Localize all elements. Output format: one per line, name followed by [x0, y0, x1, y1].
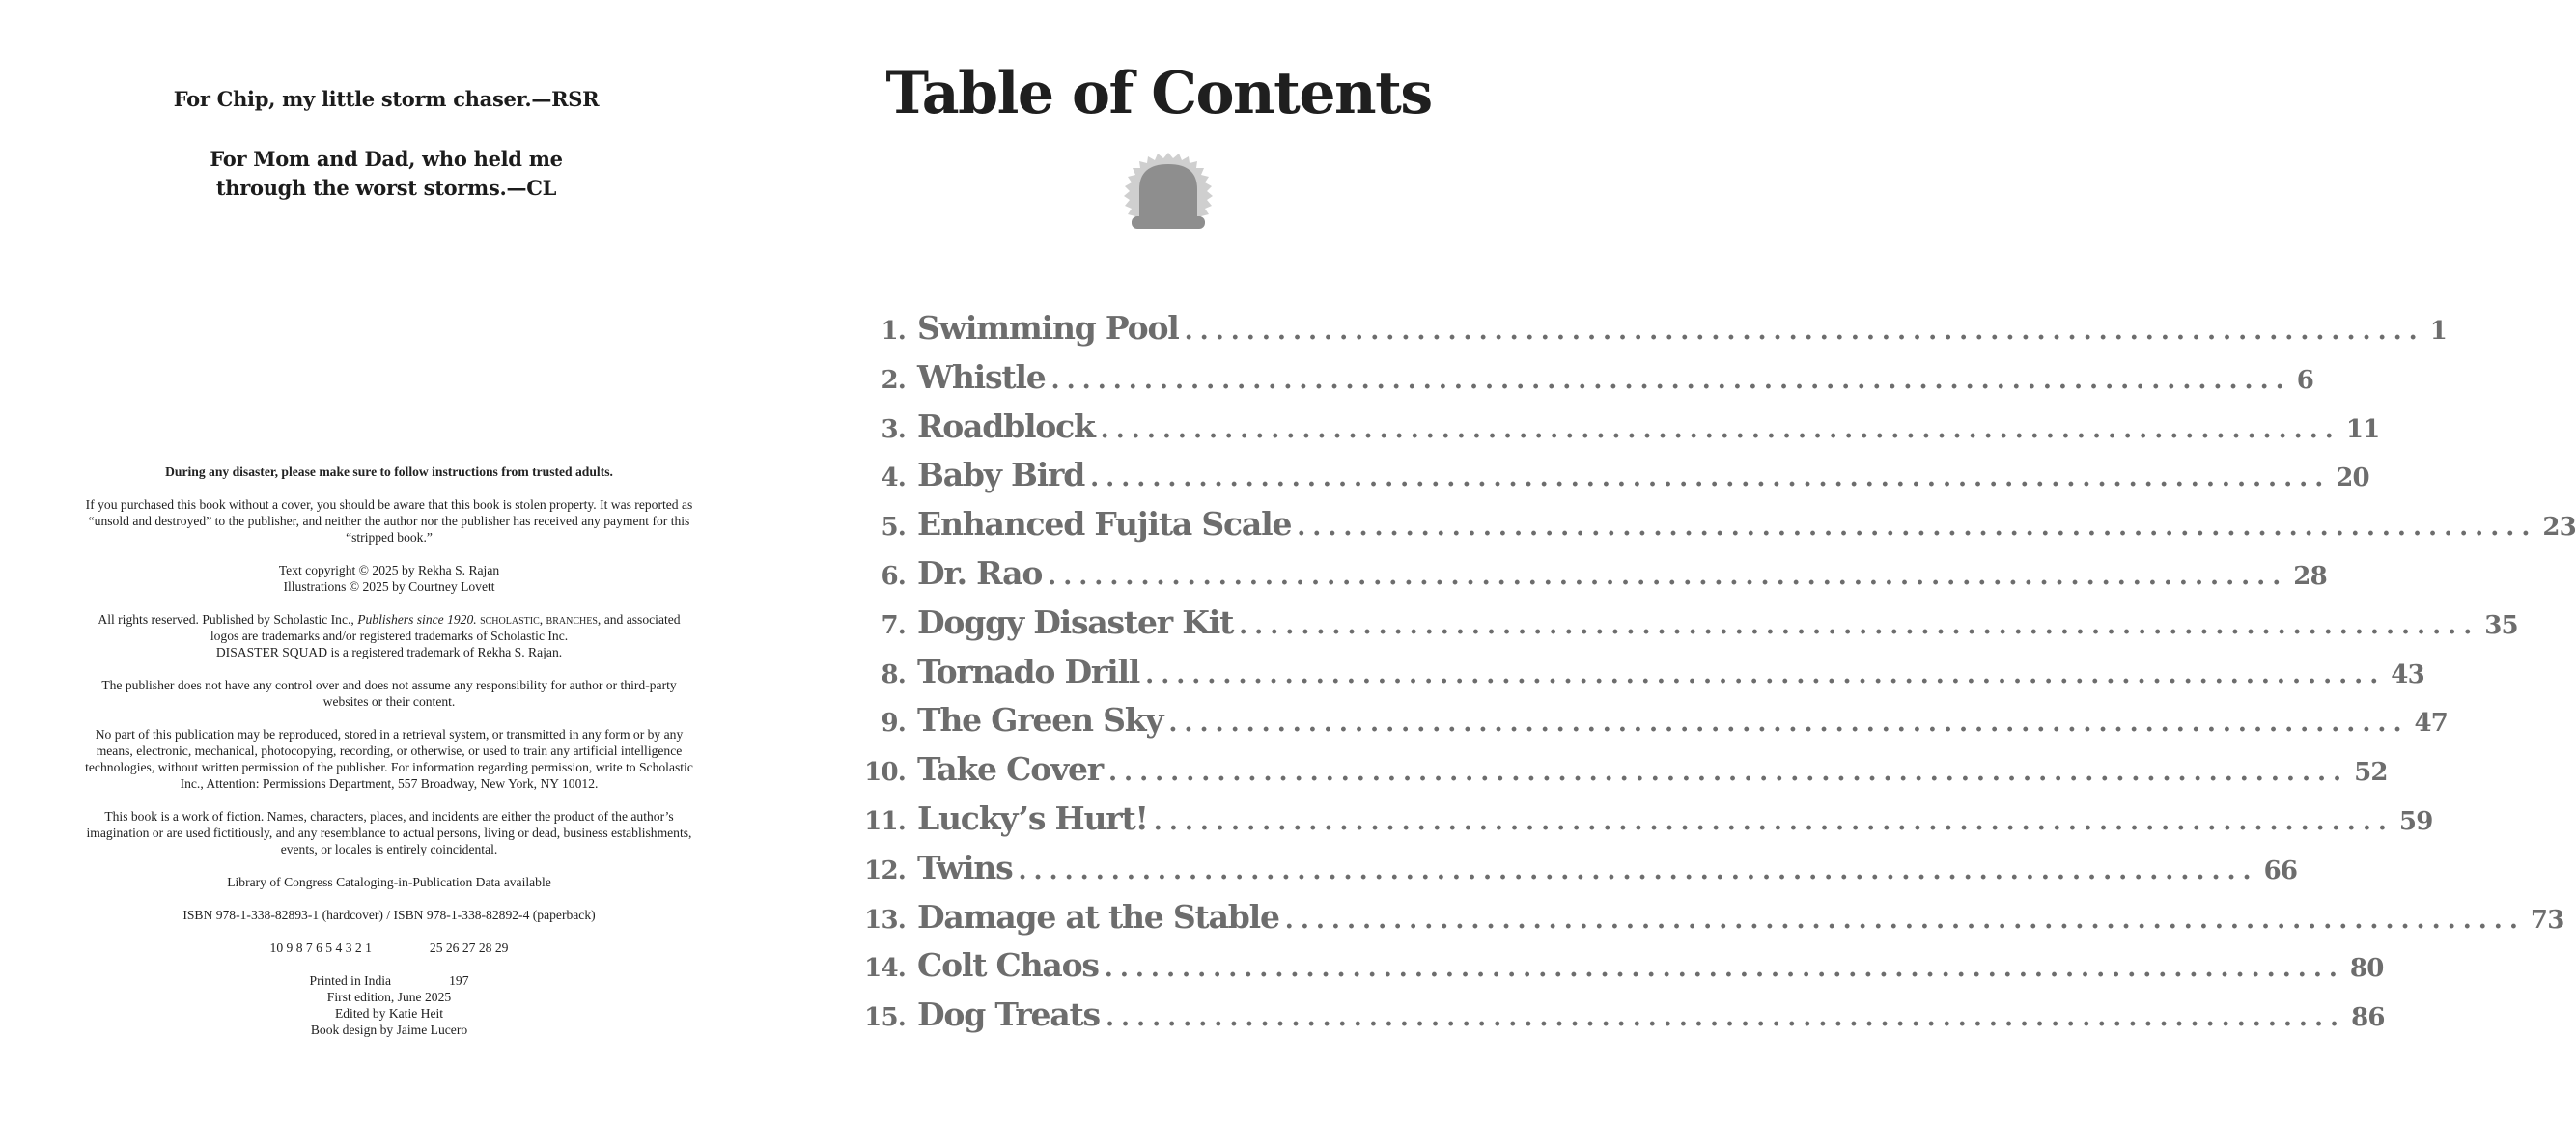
table-of-contents-page: [772, 0, 2576, 1122]
copyright-page: [0, 0, 772, 1122]
toc-entry-title: Take Cover: [917, 750, 1103, 789]
toc-entry: [850, 505, 2576, 554]
toc-entry-page: 80: [2349, 954, 2384, 984]
toc-list: [850, 309, 2576, 1045]
toc-entry: [850, 456, 2369, 505]
toc-entry-page: 43: [2391, 659, 2424, 689]
copyright-notice: Text copyright © 2025 by Rekha S. Rajan Illustrations © 2025 by Courtney Lovett: [278, 563, 500, 594]
toc-entry: [850, 701, 2449, 750]
toc-entry-title: Lucky’s Hurt!: [917, 799, 1148, 837]
toc-entry-page: 28: [2293, 561, 2327, 591]
dedication-line: through the worst storms.—CL: [215, 176, 557, 200]
toc-entry-number: 10.: [864, 758, 906, 788]
toc-entry: [850, 848, 2298, 898]
toc-entry-number: 3.: [881, 414, 906, 444]
toc-entry-title: Whistle: [917, 357, 1046, 396]
toc-dot-leader: ................................................................................: [1105, 1003, 2346, 1033]
toc-entry-number: 14.: [864, 954, 906, 984]
toc-dot-leader: ................................................................................: [1018, 856, 2258, 885]
dedication-author: [0, 85, 772, 114]
toc-entry-title: Swimming Pool: [917, 309, 1179, 347]
rights-notice: All rights reserved. Published by Scholastic Inc., Publishers since 1920. scholastic, branches, and associated logos are trademarks and/or registered trademarks of Scholastic Inc. DISASTER SQUAD is a registered trademark of Rekha S. Rajan.: [98, 612, 681, 659]
safety-warning: During any disaster, please make sure to follow instructions from trusted adults.: [165, 464, 613, 479]
toc-entry-title: Twins: [917, 848, 1013, 886]
toc-entry-page: 1: [2429, 317, 2448, 346]
toc-entry-page: 73: [2530, 905, 2564, 935]
toc-entry-title: Colt Chaos: [917, 946, 1099, 985]
toc-entry-page: 66: [2263, 856, 2298, 885]
toc-entry-title: Baby Bird: [917, 456, 1085, 494]
copyright-block: [75, 463, 703, 1054]
toc-entry-number: 6.: [881, 561, 906, 591]
toc-entry-title: Enhanced Fujita Scale: [917, 505, 1292, 544]
toc-entry-title: Tornado Drill: [917, 652, 1140, 690]
toc-entry: [850, 553, 2327, 603]
toc-entry-number: 11.: [864, 806, 906, 836]
toc-entry-number: 4.: [881, 463, 906, 493]
toc-dot-leader: ................................................................................: [1284, 905, 2525, 935]
toc-entry: [850, 357, 2313, 407]
toc-entry-title: Dr. Rao: [917, 553, 1043, 592]
toc-entry: [850, 799, 2433, 849]
toc-entry-number: 13.: [864, 905, 906, 935]
toc-entry-number: 15.: [864, 1003, 906, 1033]
toc-entry: [850, 897, 2564, 947]
toc-dot-leader: ................................................................................: [1104, 954, 2344, 984]
toc-dot-leader: ................................................................................: [1048, 561, 2288, 591]
toc-entry-number: 7.: [881, 610, 906, 640]
dedication-line: For Mom and Dad, who held me: [210, 147, 563, 171]
toc-entry-page: 47: [2414, 709, 2449, 739]
toc-entry-number: 2.: [881, 365, 906, 395]
toc-entry-page: 6: [2296, 365, 2313, 395]
toc-entry: [850, 750, 2388, 799]
loc-notice: Library of Congress Cataloging-in-Publication Data available: [227, 875, 551, 889]
publisher-disclaimer: The publisher does not have any control over and does not assume any responsibility for author or third-party websites or their content.: [101, 678, 677, 709]
production-credits: Printed in India 197 First edition, June 2025 Edited by Katie Heit Book design by Jaime Lucero: [309, 973, 469, 1037]
toc-entry-number: 5.: [881, 513, 906, 543]
print-run: 10 9 8 7 6 5 4 3 2 1: [269, 940, 372, 955]
toc-entry: [850, 407, 2380, 457]
toc-entry-title: The Green Sky: [917, 701, 1163, 740]
toc-dot-leader: ................................................................................: [1153, 806, 2394, 836]
toc-dot-leader: ................................................................................: [1297, 513, 2537, 543]
toc-dot-leader: ................................................................................: [1090, 463, 2331, 493]
toc-entry: [850, 603, 2518, 653]
print-run-line: [75, 940, 703, 956]
toc-dot-leader: ................................................................................: [1145, 659, 2386, 689]
toc-entry: [850, 946, 2384, 996]
toc-entry-number: 12.: [864, 856, 906, 885]
toc-entry-number: 9.: [881, 709, 906, 739]
toc-dot-leader: ................................................................................: [1107, 758, 2349, 788]
toc-entry-page: 52: [2354, 758, 2388, 788]
toc-entry-number: 8.: [881, 659, 906, 689]
siren-icon: [1120, 153, 1217, 232]
stolen-book-notice: If you purchased this book without a cover, you should be aware that this book is stolen property. It was reported as “unsold and destroyed” to the publisher, and neither the author nor the publisher has received any payment for this “stripped book.”: [85, 497, 693, 545]
toc-entry-title: Roadblock: [917, 407, 1095, 445]
toc-entry-number: 1.: [881, 317, 906, 346]
toc-entry: [850, 652, 2424, 702]
toc-entry: [850, 996, 2385, 1045]
fiction-notice: This book is a work of fiction. Names, characters, places, and incidents are either the product of the author’s imagination or are used fictitiously, and any resemblance to actual persons, living or dead, business establishments, events, or locales is entirely coincidental.: [86, 809, 692, 856]
page-title: Table of Contents: [885, 60, 1432, 127]
toc-entry-page: 23: [2542, 513, 2576, 543]
isbn: ISBN 978-1-338-82893-1 (hardcover) / ISBN 978-1-338-82892-4 (paperback): [182, 908, 596, 922]
toc-entry-title: Dog Treats: [917, 996, 1100, 1034]
dedication-illustrator: [0, 145, 772, 203]
toc-dot-leader: ................................................................................: [1239, 610, 2479, 640]
toc-entry-page: 11: [2345, 414, 2380, 444]
toc-entry-page: 59: [2398, 806, 2433, 836]
toc-dot-leader: ................................................................................: [1184, 317, 2424, 346]
toc-dot-leader: ................................................................................: [1050, 365, 2291, 395]
reproduction-notice: No part of this publication may be reproduced, stored in a retrieval system, or transmitted in any form or by any means, electronic, mechanical, photocopying, recording, or otherwise, or used to train any artificial intelligence technologies, without written permission of the publisher. For information regarding permission, write to Scholastic Inc., Attention: Permissions Department, 557 Broadway, New York, NY 10012.: [85, 727, 693, 791]
toc-entry-page: 35: [2484, 610, 2518, 640]
toc-dot-leader: ................................................................................: [1100, 414, 2340, 444]
toc-dot-leader: ................................................................................: [1168, 709, 2409, 739]
toc-entry-title: Damage at the Stable: [917, 897, 1279, 936]
toc-entry-page: 86: [2351, 1003, 2385, 1033]
toc-entry-title: Doggy Disaster Kit: [917, 603, 1234, 641]
print-years: 25 26 27 28 29: [429, 940, 509, 955]
dedication-line: For Chip, my little storm chaser.—RSR: [173, 87, 600, 111]
toc-entry-page: 20: [2336, 463, 2369, 493]
toc-entry: [850, 309, 2448, 358]
